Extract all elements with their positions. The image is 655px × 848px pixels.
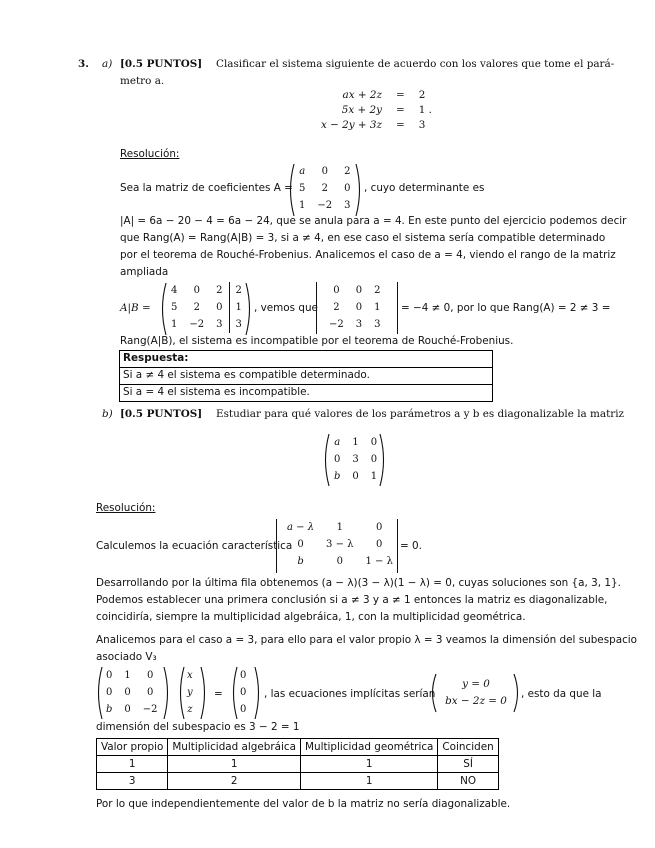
answer-line2: Si a = 4 el sistema es incompatible. (123, 386, 310, 398)
matrix-cell: 1 (124, 670, 131, 681)
matrix-cell: 3 (352, 454, 359, 465)
matrix-cell: 0 (146, 687, 154, 698)
implicit-eq: y = 0 (462, 678, 490, 690)
matrix-cell: 0 (240, 704, 247, 715)
implicit-text: , las ecuaciones implícitas serían (264, 688, 436, 700)
part-b-label: b) (102, 408, 113, 420)
matrix-cell: 0 (216, 302, 223, 313)
answer-title: Respuesta: (123, 352, 189, 364)
part-b-para1-line3: coincidiría, siempre la multiplicidad algebráica, 1, con la multiplicidad geométrica. (96, 611, 526, 623)
matrix-cell: 0 (124, 704, 131, 715)
char-eq-result: = 0. (400, 540, 422, 552)
part-a-resolution-label: Resolución: (120, 148, 180, 160)
table-header: Multiplicidad geométrica (301, 739, 438, 756)
table-cell: SÍ (438, 756, 498, 773)
matrix-cell: 0 (124, 687, 131, 698)
matrix-cell: b (334, 471, 341, 482)
paren-left (428, 673, 438, 713)
table-cell: 1 (301, 773, 438, 790)
matrix-cell: 0 (376, 522, 383, 533)
part-b-para2-line2: asociado V₃ (96, 651, 157, 663)
matrix-cell: b (297, 556, 304, 567)
para2: Rang(A|B), el sistema es incompatible por el teorema de Rouché-Frobenius. (120, 335, 514, 347)
matrix-cell: 2 (229, 282, 248, 299)
part-b-points: [0.5 PUNTOS] (120, 408, 203, 420)
matrix-cell: −2 (189, 319, 205, 330)
matrix-cell: z (187, 704, 193, 715)
matrix-cell: 1 (336, 522, 343, 533)
system-lhs: ax + 2z (342, 89, 382, 101)
matrix-cell: a (299, 166, 306, 177)
table-header: Valor propio (97, 739, 168, 756)
matrix-cell: 0 (344, 183, 351, 194)
matrix-cell: b (106, 704, 113, 715)
matrix-cell: 0 (355, 285, 363, 296)
paren-right (354, 163, 364, 217)
part-b-para1-line1: Desarrollando por la última fila obtenemos (a − λ)(3 − λ)(1 − λ) = 0, cuyas soluciones son {a, 3, 1}. (96, 577, 621, 589)
implicit-post: , esto da que la (521, 688, 602, 700)
table-header: Multiplicidad algebráica (168, 739, 301, 756)
table-header-row (97, 739, 499, 756)
matrix-cell: 3 (216, 319, 223, 330)
matrix-cell: 0 (297, 539, 304, 550)
table-cell: 1 (168, 756, 301, 773)
para1-line3: por el teorema de Rouché-Frobenius. Analicemos el caso de a = 4, viendo el rango de la matriz (120, 249, 616, 261)
system-rhs: 2 (418, 89, 426, 101)
matrix-cell: 0 (193, 285, 200, 296)
matrix-cell: a (334, 437, 341, 448)
system-rhs: 1 (418, 104, 426, 116)
matrix-a-intro: Sea la matriz de coeficientes A = (120, 182, 293, 194)
system-row: 5x + 2y = 1 . (302, 103, 436, 118)
para1-line4: ampliada (120, 266, 169, 278)
part-a-statement-line1: Clasificar el sistema siguiente de acuerdo con los valores que tome el pará- (216, 58, 615, 70)
linear-system (302, 88, 436, 133)
matrix-cell: 0 (240, 670, 247, 681)
table-cell: 3 (97, 773, 168, 790)
matrix-a (293, 163, 357, 214)
matrix-cell: 5 (171, 302, 178, 313)
system-lhs: 5x + 2y (341, 104, 382, 116)
matrix-cell: y (187, 687, 193, 698)
para1-line1: |A| = 6a − 20 − 4 = 6a − 24, que se anula para a = 4. En este punto del ejercicio podemos decir (120, 215, 627, 227)
augmented-matrix (165, 282, 248, 333)
matrix-cell: 2 (333, 302, 340, 313)
matrix-cell: 5 (299, 183, 306, 194)
paren-right (199, 666, 209, 720)
table-cell: 1 (97, 756, 168, 773)
paren-right (378, 433, 388, 487)
matrix-cell: 0 (333, 285, 340, 296)
matrix-cell: 0 (336, 556, 343, 567)
matrix-cell: 1 (229, 299, 248, 316)
matrix-cell: 0 (106, 670, 113, 681)
implicit-equations (438, 676, 514, 710)
conclusion: Por lo que independientemente del valor de b la matriz no sería diagonalizable. (96, 798, 511, 810)
matrix-cell: 2 (344, 166, 351, 177)
question-number: 3. (78, 58, 89, 70)
part-b-resolution-label: Resolución: (96, 502, 156, 514)
multiplicity-table (96, 738, 499, 790)
eigen-matrix (100, 667, 164, 718)
matrix-cell: 0 (352, 471, 359, 482)
char-eq-text: Calculemos la ecuación característica (96, 540, 293, 552)
matrix-cell: 1 (171, 319, 178, 330)
matrix-cell: −2 (317, 200, 333, 211)
matrix-cell: 0 (321, 166, 328, 177)
dim-line: dimensión del subespacio es 3 − 2 = 1 (96, 721, 300, 733)
system-rhs: 3 (418, 119, 426, 131)
matrix-cell: 1 (352, 437, 359, 448)
answer-box (119, 350, 493, 402)
matrix-cell: 2 (321, 183, 328, 194)
matrix-cell: x (187, 670, 193, 681)
matrix-cell: −2 (142, 704, 158, 715)
implicit-eq: bx − 2z = 0 (445, 695, 507, 707)
matrix-cell: −2 (329, 319, 344, 330)
paren-right (253, 666, 263, 720)
char-determinant (276, 519, 398, 573)
matrix-cell: 3 (229, 316, 248, 333)
matrix-cell: 1 (299, 200, 306, 211)
table-cell: 2 (168, 773, 301, 790)
vemos-que: , vemos que (254, 302, 318, 314)
table-row (97, 773, 499, 790)
table-header: Coinciden (438, 739, 498, 756)
table-cell: NO (438, 773, 498, 790)
part-a-statement-line2: metro a. (120, 75, 165, 87)
matrix-cell: 3 (344, 200, 351, 211)
paren-right (244, 282, 254, 336)
det-result: = −4 ≠ 0, por lo que Rang(A) = 2 ≠ 3 = (401, 302, 611, 314)
matrix-cell: 0 (106, 687, 113, 698)
system-row: ax + 2z = 2 (302, 88, 436, 103)
vector-zero (234, 667, 252, 718)
matrix-cell: 0 (370, 454, 378, 465)
matrix-cell: a − λ (287, 522, 315, 533)
matrix-cell: 0 (146, 670, 154, 681)
matrix-cell: 0 (376, 539, 383, 550)
matrix-cell: 2 (374, 285, 381, 296)
matrix-cell: 1 (374, 302, 381, 313)
matrix-cell: 3 (355, 319, 363, 330)
part-b-para1-line2: Podemos establecer una primera conclusión si a ≠ 3 y a ≠ 1 entonces la matriz es diagonalizable, (96, 594, 608, 606)
matrix-cell: 0 (355, 302, 363, 313)
matrix-cell: 3 − λ (326, 539, 354, 550)
matrix-cell: 0 (334, 454, 341, 465)
part-a-points: [0.5 PUNTOS] (120, 58, 203, 70)
answer-line1: Si a ≠ 4 el sistema es compatible determinado. (123, 369, 370, 381)
determinant (316, 282, 398, 334)
part-b-statement: Estudiar para qué valores de los parámetros a y b es diagonalizable la matriz (216, 408, 625, 420)
matrix-b (328, 434, 383, 485)
matrix-cell: 2 (193, 302, 200, 313)
table-row (97, 756, 499, 773)
matrix-cell: 1 (370, 471, 378, 482)
matrix-a-outro: , cuyo determinante es (364, 182, 485, 194)
matrix-cell: 1 − λ (365, 556, 393, 567)
augmented-label: A|B = (120, 302, 151, 314)
matrix-cell: 4 (171, 285, 178, 296)
part-a-label: a) (102, 58, 113, 70)
paren-right (162, 666, 172, 720)
equals-sign: = (214, 688, 223, 700)
system-row: x − 2y + 3z = 3 (302, 118, 436, 133)
system-lhs: x − 2y + 3z (320, 119, 382, 131)
matrix-cell: 0 (370, 437, 378, 448)
part-b-para2-line1: Analicemos para el caso a = 3, para ello para el valor propio λ = 3 veamos la dimensión del subespacio (96, 634, 638, 646)
vector-xyz (181, 667, 199, 718)
matrix-cell: 0 (240, 687, 247, 698)
para1-line2: que Rang(A) = Rang(A|B) = 3, si a ≠ 4, en ese caso el sistema sería compatible determinado (120, 232, 606, 244)
matrix-cell: 3 (374, 319, 381, 330)
matrix-cell: 2 (216, 285, 223, 296)
table-cell: 1 (301, 756, 438, 773)
